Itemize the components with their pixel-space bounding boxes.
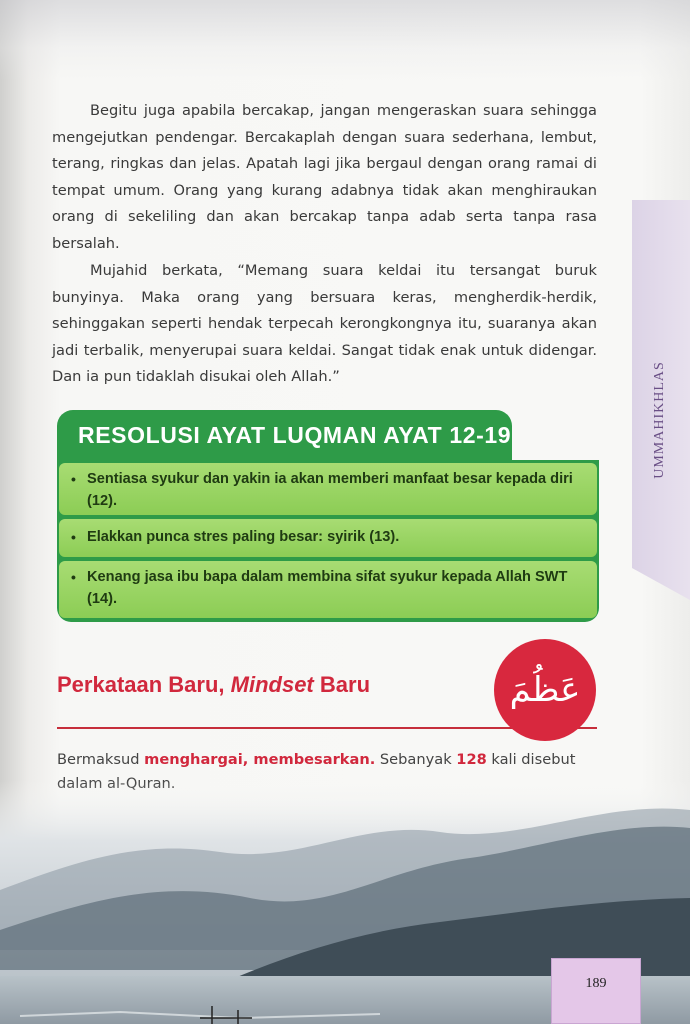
page-number: 189 bbox=[551, 958, 641, 1024]
resolution-item bbox=[59, 561, 597, 618]
top-decorative-pattern bbox=[0, 0, 690, 80]
resolution-title: RESOLUSI AYAT LUQMAN AYAT 12-19 bbox=[78, 422, 512, 448]
body-paragraph-2 bbox=[52, 258, 597, 391]
resolution-item-text: Elakkan punca stres paling besar: syirik (13). bbox=[87, 529, 400, 545]
body-paragraph-2-text: Mujahid berkata, “Memang suara keldai itu tersangat buruk bunyinya. Maka orang yang bersuara keras, mengherdik-herdik, sehinggakan seperti hendak terpecah kerongkongnya itu, suaranya akan jadi terbalik, menyerupai suara keldai. Sangat tidak enak untuk didengar. Dan ia pun tidaklah disukai oleh Allah.” bbox=[52, 262, 597, 385]
resolution-item-text: Kenang jasa ibu bapa dalam membina sifat syukur kepada Allah SWT (14). bbox=[87, 569, 568, 607]
resolution-item bbox=[59, 519, 597, 557]
meaning-highlight: menghargai, membesarkan. bbox=[144, 751, 376, 768]
resolution-item-text: Sentiasa syukur dan yakin ia akan memberi manfaat besar kepada diri (12). bbox=[87, 471, 573, 509]
word-meaning: Bermaksud menghargai, membesarkan. Sebanyak 128 kali disebut bbox=[57, 751, 576, 768]
resolution-item bbox=[59, 463, 597, 515]
side-tab-label: UMMAHIKHLAS bbox=[652, 361, 667, 479]
body-paragraph-1-text: Begitu juga apabila bercakap, jangan mengeraskan suara sehingga mengejutkan pendengar. Bercakaplah dengan suara sederhana, lembut, terang, ringkas dan jelas. Apatah lagi jika bergaul dengan orang ramai di tempat umum. Orang yang kurang adabnya tidak akan menghiraukan orang di sekeliling dan akan bercakap tanpa adab serta tanpa rasa bersalah. bbox=[52, 102, 597, 252]
body-paragraph-1 bbox=[52, 98, 597, 257]
bullet-icon: • bbox=[71, 529, 76, 545]
bullet-icon: • bbox=[71, 569, 76, 585]
occurrence-count: 128 bbox=[456, 751, 487, 768]
arabic-word-badge: عَظُمَ bbox=[494, 639, 596, 741]
section-title: Perkataan Baru, Mindset Baru bbox=[57, 672, 371, 697]
bullet-icon: • bbox=[71, 471, 76, 487]
